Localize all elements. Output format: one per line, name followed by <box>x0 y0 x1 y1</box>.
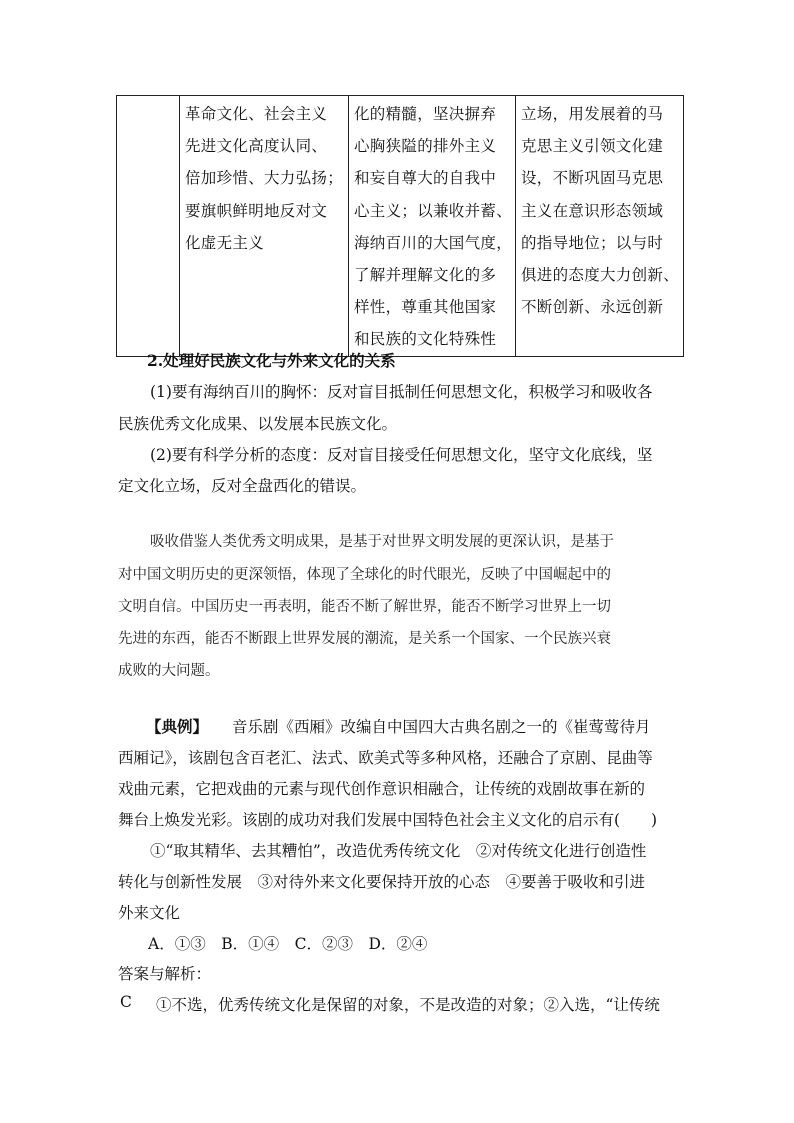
answer-choices: A．①③ B．①④ C．②③ D．②④ <box>148 935 428 953</box>
cell-line: 样性，尊重其他国家 <box>354 298 497 317</box>
cell-line: 化的精髓，坚决摒弃 <box>354 105 497 123</box>
table-cell-column-2 <box>349 96 516 357</box>
paragraph-line: (2)要有科学分析的态度：反对盲目接受任何思想文化，坚守文化底线，坚 <box>150 446 653 464</box>
note-line: 先进的东西，能否不断跟上世界发展的潮流，是关系一个国家、一个民族兴衰 <box>118 631 611 647</box>
options-line: 外来文化 <box>118 904 181 922</box>
table-cell-empty <box>117 96 180 357</box>
cell-line: 化虚无主义 <box>185 233 265 252</box>
cell-line: 倍加珍惜、大力弘扬； <box>185 169 344 188</box>
section-heading: 2.处理好民族文化与外来文化的关系 <box>147 351 396 370</box>
note-line: 吸收借鉴人类优秀文明成果，是基于对世界文明发展的更深认识，是基于 <box>150 534 614 550</box>
cell-line: 和妄自尊大的自我中 <box>354 169 497 188</box>
cell-line: 俱进的态度大力创新、 <box>521 265 680 284</box>
example-line: 舞台上焕发光彩。该剧的成功对我们发展中国特色社会主义文化的启示有( ) <box>118 811 658 829</box>
example-line: 戏曲元素，它把戏曲的元素与现代创作意识相融合，让传统的戏剧故事在新的 <box>118 780 646 798</box>
answer-letter: C <box>120 993 132 1011</box>
cell-line: 海纳百川的大国气度， <box>354 233 513 252</box>
cell-line: 不断创新、永远创新 <box>521 298 664 317</box>
note-line: 成败的大问题。 <box>118 663 220 679</box>
options-line: ①“取其精华、去其糟怕”，改造优秀传统文化 ②对传统文化进行创造性 <box>150 842 647 860</box>
paragraph-line: (1)要有海纳百川的胸怀：反对盲目抵制任何思想文化，积极学习和吸收各 <box>150 383 653 401</box>
answer-explanation: ①不选，优秀传统文化是保留的对象，不是改造的对象；②入选，“让传统 <box>156 996 660 1014</box>
cell-line: 设，不断巩固马克思 <box>521 169 664 188</box>
example-label: 【典例】 <box>146 717 209 736</box>
cell-line: 克思主义引领文化建 <box>521 137 664 156</box>
answer-label: 答案与解析： <box>118 965 212 983</box>
cell-line: 立场，用发展着的马 <box>521 105 664 123</box>
cell-line: 和民族的文化特殊性 <box>354 330 497 349</box>
cell-line: 要旗帜鲜明地反对文 <box>185 201 328 220</box>
cell-line: 心胸狭隘的排外主义 <box>354 137 497 156</box>
cell-line: 了解并理解文化的多 <box>354 265 497 284</box>
options-line: 转化与创新性发展 ③对待外来文化要保持开放的心态 ④要善于吸收和引进 <box>118 873 646 891</box>
cell-line: 心主义；以兼收并蓄、 <box>354 201 513 220</box>
table-row <box>117 96 684 357</box>
comparison-table <box>116 95 684 357</box>
cell-line: 主义在意识形态领域 <box>521 201 664 220</box>
table-cell-column-1 <box>180 96 349 357</box>
paragraph-line: 定文化立场，反对全盘西化的错误。 <box>118 477 367 495</box>
cell-line: 的指导地位；以与时 <box>521 233 664 252</box>
cell-line: 先进文化高度认同、 <box>185 137 328 156</box>
example-line: 西厢记》，该剧包含百老汇、法式、欧美式等多种风格，还融合了京剧、昆曲等 <box>118 749 653 767</box>
example-line: 音乐剧《西厢》改编自中国四大古典名剧之一的《崔莺莺待月 <box>232 718 651 736</box>
note-line: 文明自信。中国历史一再表明，能否不断了解世界，能否不断学习世界上一切 <box>118 599 611 615</box>
paragraph-line: 民族优秀文化成果、以发展本民族文化。 <box>118 415 398 433</box>
note-line: 对中国文明历史的更深领悟，体现了全球化的时代眼光，反映了中国崛起中的 <box>118 567 611 583</box>
cell-line: 革命文化、社会主义 <box>185 105 328 123</box>
table-cell-column-3 <box>516 96 684 357</box>
